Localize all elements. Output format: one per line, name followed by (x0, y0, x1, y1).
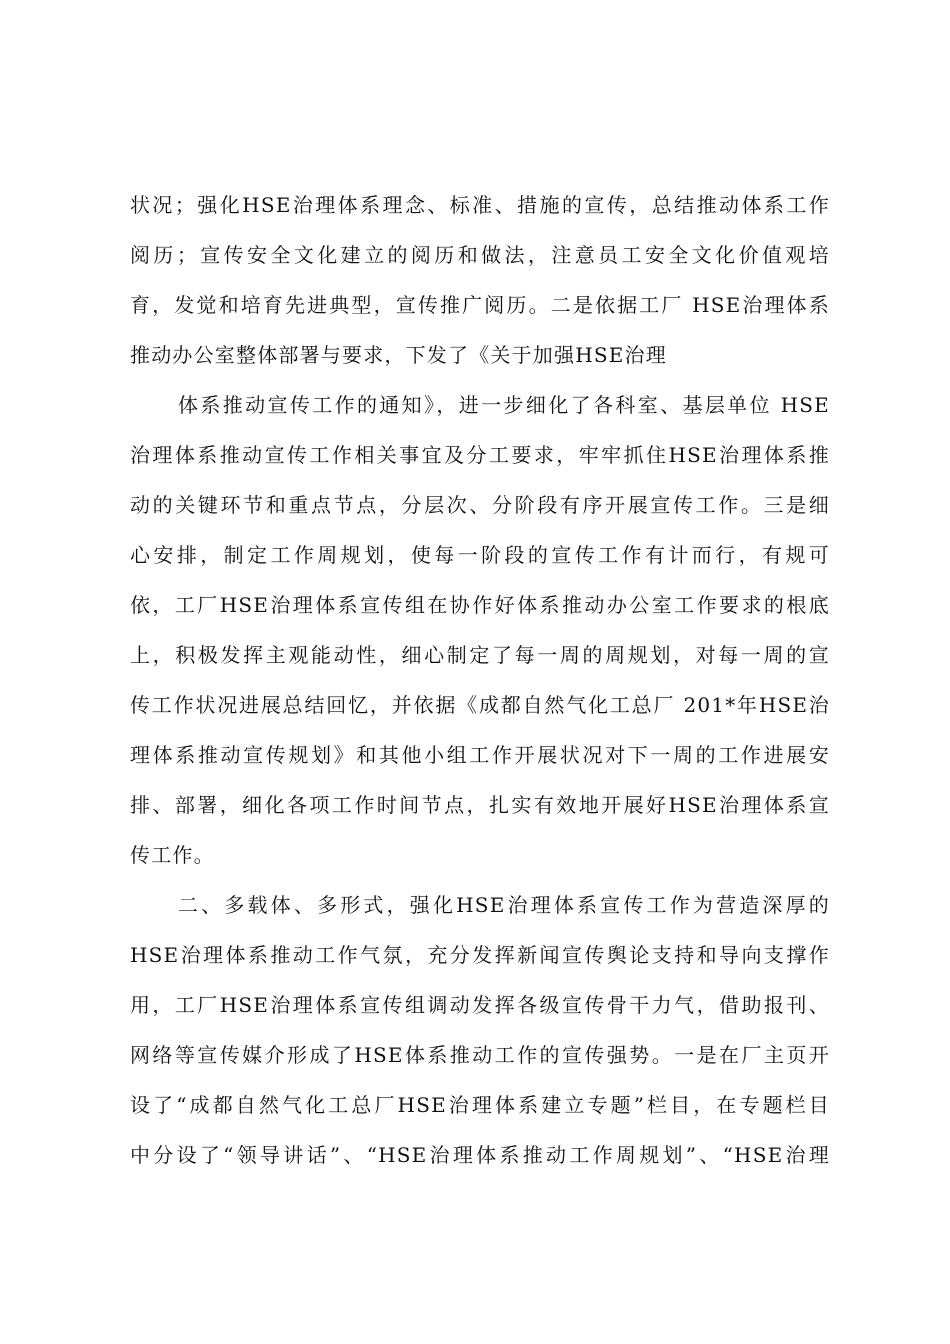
text-line-11: 传工作状况进展总结回忆，并依据《成都自然气化工总厂 201*年HSE治 (130, 693, 830, 717)
text-line-12: 理体系推动宣传规划》和其他小组工作开展状况对下一周的工作进展安 (130, 743, 830, 767)
text-line-16: HSE治理体系推动工作气氛，充分发挥新闻宣传舆论支持和导向支撑作 (130, 943, 830, 967)
text-line-20: 中分设了“领导讲话”、“HSE治理体系推动工作周规划”、“HSE治理 (130, 1143, 830, 1167)
text-line-19: 设了“成都自然气化工总厂HSE治理体系建立专题”栏目，在专题栏目 (130, 1093, 830, 1117)
text-line-2: 阅历；宣传安全文化建立的阅历和做法，注意员工安全文化价值观培 (130, 243, 830, 267)
text-line-5: 体系推动宣传工作的通知》，进一步细化了各科室、基层单位 HSE (178, 393, 830, 417)
text-line-7: 动的关键环节和重点节点，分层次、分阶段有序开展宣传工作。三是细 (130, 493, 830, 517)
text-line-13: 排、部署，细化各项工作时间节点，扎实有效地开展好HSE治理体系宣 (130, 793, 830, 817)
text-line-4: 推动办公室整体部署与要求，下发了《关于加强HSE治理 (130, 343, 667, 367)
text-line-8: 心安排，制定工作周规划，使每一阶段的宣传工作有计而行，有规可 (130, 543, 830, 567)
text-line-14: 传工作。 (130, 843, 215, 867)
text-line-1: 状况；强化HSE治理体系理念、标准、措施的宣传，总结推动体系工作 (130, 193, 830, 217)
text-line-15: 二、多载体、多形式，强化HSE治理体系宣传工作为营造深厚的 (178, 893, 830, 917)
text-line-9: 依，工厂HSE治理体系宣传组在协作好体系推动办公室工作要求的根底 (130, 593, 830, 617)
text-line-18: 网络等宣传媒介形成了HSE体系推动工作的宣传强势。一是在厂主页开 (130, 1043, 830, 1067)
text-line-6: 治理体系推动宣传工作相关事宜及分工要求，牢牢抓住HSE治理体系推 (130, 443, 830, 467)
text-line-3: 育，发觉和培育先进典型，宣传推广阅历。二是依据工厂 HSE治理体系 (130, 293, 830, 317)
text-line-17: 用，工厂HSE治理体系宣传组调动发挥各级宣传骨干力气，借助报刊、 (130, 993, 830, 1017)
text-line-10: 上，积极发挥主观能动性，细心制定了每一周的周规划，对每一周的宣 (130, 643, 830, 667)
